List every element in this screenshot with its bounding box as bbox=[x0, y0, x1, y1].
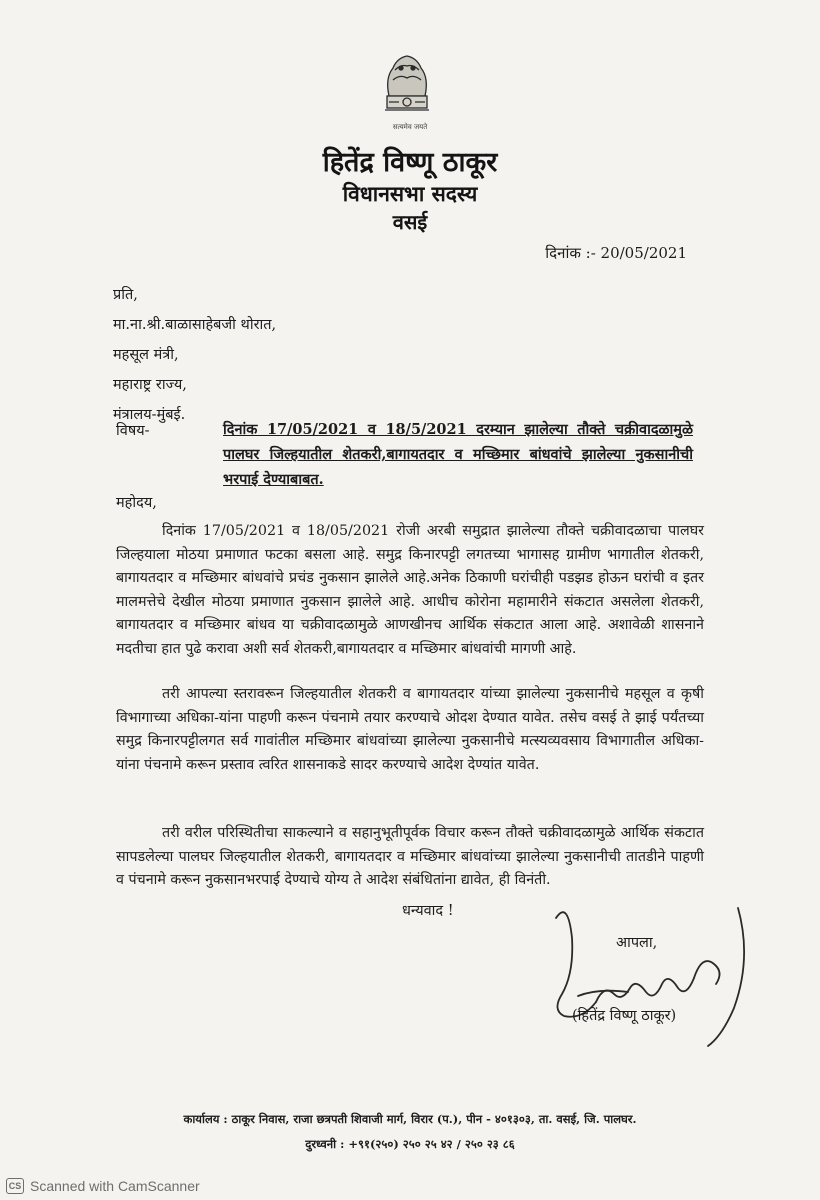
subject-text: दिनांक 17/05/2021 व 18/5/2021 दरम्यान झालेल्या तौक्ते चक्रीवादळामुळे पालघर जिल्हयातील शेतकरी,बागायतदार व मच्छिमार बांधवांचे झालेल्या नुकसानीची भरपाई देण्याबाबत. bbox=[223, 421, 693, 488]
body-paragraph-3: तरी वरील परिस्थितीचा साकल्याने व सहानुभूतीपूर्वक विचार करून तौक्ते चक्रीवादळामुळे आर्थिक संकटात सापडलेल्या पालघर जिल्हयातील शेतकरी, बागायतदार व मच्छिमार बांधवांच्या झालेल्या नुकसानीची तातडीने पाहणी व पंचनामे करून नुकसानभरपाई देण्याचे योग्य ते आदेश संबंधितांना द्यावेत, ही विनंती. bbox=[116, 825, 704, 888]
recipient-line: प्रति, bbox=[113, 287, 138, 303]
handwritten-signature bbox=[538, 898, 768, 1048]
closing-yours: आपला, bbox=[616, 935, 658, 951]
recipient-address bbox=[113, 280, 276, 430]
watermark-text: Scanned with CamScanner bbox=[30, 1178, 200, 1194]
sender-designation: विधानसभा सदस्य bbox=[342, 181, 478, 206]
recipient-line: मा.ना.श्री.बाळासाहेबजी थोरात, bbox=[113, 317, 277, 333]
sender-place: वसई bbox=[392, 210, 428, 234]
closing-thanks: धन्यवाद ! bbox=[402, 903, 454, 919]
subject-label: विषय- bbox=[116, 423, 150, 439]
recipient-line: मंत्रालय-मुंबई. bbox=[113, 407, 186, 423]
recipient-line: महसूल मंत्री, bbox=[113, 347, 179, 363]
body-paragraph-2: तरी आपल्या स्तरावरून जिल्हयातील शेतकरी व बागायतदार यांच्या झालेल्या नुकसानीचे महसूल व कृषी विभागाच्या अधिका-यांना पाहणी करून पंचनामे तयार करण्याचे ओदश देण्यात यावेत. तसेच वसई ते झाई पर्यंतच्या समुद्र किनारपट्टीलगत सर्व गावांतील मच्छिमार बांधवांच्या झालेल्या नुकसानीचे मत्स्यव्यवसाय विभागातील अधिका-यांना पंचनामे करून प्रस्ताव त्वरित शासनाकडे सादर करण्याचे आदेश देण्यांत यावेत. bbox=[116, 686, 704, 773]
sender-name: हितेंद्र विष्णू ठाकूर bbox=[322, 147, 498, 178]
camscanner-icon: CS bbox=[6, 1178, 24, 1194]
footer-office-address: कार्यालय : ठाकूर निवास, राजा छत्रपती शिवाजी मार्ग, विरार (प.), पीन - ४०१३०३, ता. वसई, जि. पालघर. bbox=[183, 1112, 637, 1126]
letter-date: दिनांक :- 20/05/2021 bbox=[545, 244, 687, 262]
body-paragraph-1: दिनांक 17/05/2021 व 18/05/2021 रोजी अरबी समुद्रात झालेल्या तौक्ते चक्रीवादळाचा पालघर जिल्हयाला मोठया प्रमाणात फटका बसला आहे. समुद्र किनारपट्टी लगतच्या भागासह ग्रामीण भागातील शेतकरी, बागायतदार व मच्छिमार बांधवांचे प्रचंड नुकसान झालेले आहे.अनेक ठिकाणी घरांचीही पडझड होऊन घरांची व इतर मालमत्तेचे देखील मोठया प्रमाणात नुकसान झालेले आहे. आधीच कोरोना महामारीने संकटात असलेला शेतकरी, बागायतदार व मच्छिमार बांधव या चक्रीवादळामुळे आणखीनच आर्थिक संकटात आला आहे. अशावेळी शासनाने मदतीचा हात पुढे करावा अशी सर्व शेतकरी,बागायतदार व मच्छिमार बांधवांची मागणी आहे. bbox=[116, 523, 704, 657]
recipient-line: महाराष्ट्र राज्य, bbox=[113, 377, 187, 393]
ashoka-emblem-icon bbox=[375, 38, 439, 126]
salutation: महोदय, bbox=[116, 495, 157, 511]
emblem-motto: सत्यमेव जयते bbox=[392, 123, 428, 131]
signatory-name: (हितेंद्र विष्णू ठाकूर) bbox=[572, 1008, 677, 1024]
footer-phone: दुरध्वनी : +९१(२५०) २५० २५ ४२ / २५० २३ ८६ bbox=[305, 1137, 515, 1151]
scanner-watermark bbox=[6, 1178, 200, 1194]
